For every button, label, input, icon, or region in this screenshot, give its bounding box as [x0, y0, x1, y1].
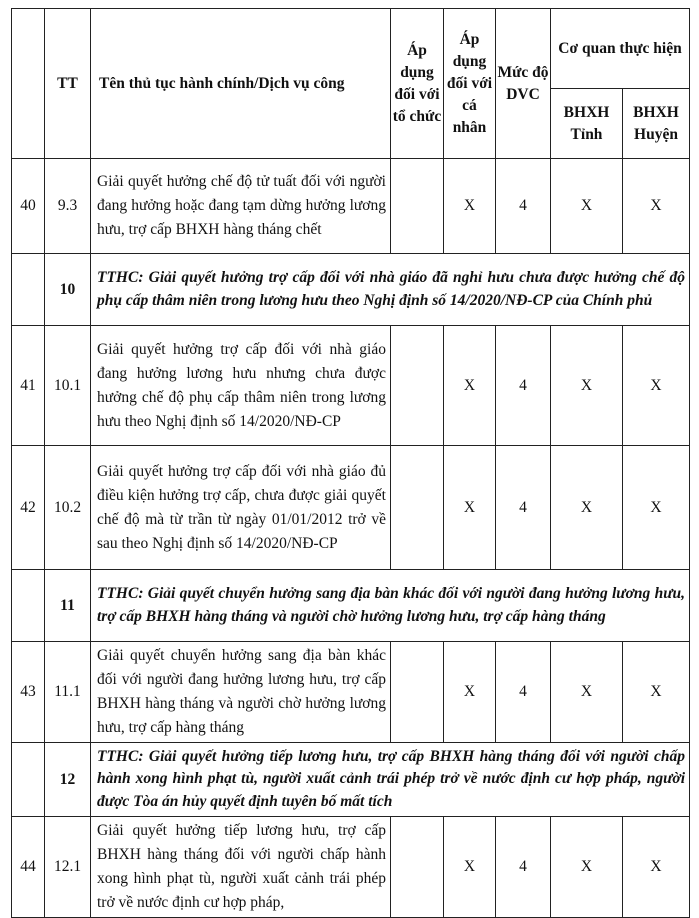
table-row	[12, 817, 690, 918]
header-name: Tên thủ tục hành chính/Dịch vụ công	[91, 9, 391, 159]
row-name: Giải quyết hưởng trợ cấp đối với nhà giáo đang hưởng lương hưu nhưng chưa được hưởng chế độ phụ cấp thâm niên trong lương hưu theo Nghị định số 14/2020/NĐ-CP	[91, 326, 391, 446]
row-district: X	[623, 446, 690, 570]
row-ind: X	[444, 159, 496, 254]
group-title: TTHC: Giải quyết hưởng tiếp lương hưu, trợ cấp BHXH hàng tháng đối với người chấp hành xong hình phạt tù, người xuất cảnh trái phép trở về nước định cư hợp pháp, người được Tòa án hủy quyết định tuyên bố mất tích	[91, 743, 690, 817]
row-tt: 10.1	[45, 326, 91, 446]
row-ind: X	[444, 326, 496, 446]
row-org	[391, 446, 444, 570]
row-province: X	[551, 159, 623, 254]
row-province: X	[551, 817, 623, 918]
row-tt: 12.1	[45, 817, 91, 918]
row-stt: 40	[12, 159, 45, 254]
row-stt: 43	[12, 642, 45, 743]
header-district: BHXH Huyện	[623, 89, 690, 159]
row-stt: 42	[12, 446, 45, 570]
row-dvc: 4	[496, 159, 551, 254]
row-district: X	[623, 642, 690, 743]
row-dvc: 4	[496, 326, 551, 446]
header-stt	[12, 9, 45, 159]
group-title: TTHC: Giải quyết chuyển hưởng sang địa bàn khác đối với người đang hưởng lương hưu, trợ cấp BHXH hàng tháng và người chờ hưởng lương hưu, trợ cấp hàng tháng	[91, 570, 690, 642]
row-dvc: 4	[496, 817, 551, 918]
row-org	[391, 817, 444, 918]
row-name: Giải quyết hưởng tiếp lương hưu, trợ cấp BHXH hàng tháng đối với người chấp hành xong hình phạt tù, người xuất cảnh trái phép trở về nước định cư hợp pháp,	[91, 817, 391, 918]
row-tt: 9.3	[45, 159, 91, 254]
group-stt	[12, 743, 45, 817]
group-row	[12, 570, 690, 642]
header-org: Áp dụng đối với tổ chức	[391, 9, 444, 159]
row-ind: X	[444, 446, 496, 570]
row-ind: X	[444, 642, 496, 743]
table-row	[12, 446, 690, 570]
row-tt: 10.2	[45, 446, 91, 570]
group-tt: 11	[45, 570, 91, 642]
row-dvc: 4	[496, 642, 551, 743]
row-stt: 44	[12, 817, 45, 918]
group-tt: 10	[45, 254, 91, 326]
table-row	[12, 159, 690, 254]
header-province: BHXH Tỉnh	[551, 89, 623, 159]
header-dvc: Mức độ DVC	[496, 9, 551, 159]
group-stt	[12, 570, 45, 642]
header-ind: Áp dụng đối với cá nhân	[444, 9, 496, 159]
row-district: X	[623, 159, 690, 254]
header-tt: TT	[45, 9, 91, 159]
row-name: Giải quyết hưởng trợ cấp đối với nhà giáo đủ điều kiện hưởng trợ cấp, chưa được giải quyết chế độ mà từ trần từ ngày 01/01/2012 trở về sau theo Nghị định số 14/2020/NĐ-CP	[91, 446, 391, 570]
row-district: X	[623, 326, 690, 446]
group-row	[12, 743, 690, 817]
group-tt: 12	[45, 743, 91, 817]
group-title: TTHC: Giải quyết hưởng trợ cấp đối với nhà giáo đã nghỉ hưu chưa được hưởng chế độ phụ cấp thâm niên trong lương hưu theo Nghị định số 14/2020/NĐ-CP của Chính phủ	[91, 254, 690, 326]
row-org	[391, 326, 444, 446]
row-org	[391, 159, 444, 254]
row-district: X	[623, 817, 690, 918]
group-stt	[12, 254, 45, 326]
row-name: Giải quyết chuyển hưởng sang địa bàn khác đối với người đang hưởng lương hưu, trợ cấp BHXH hàng tháng và người chờ hưởng lương hưu, trợ cấp hàng tháng	[91, 642, 391, 743]
row-province: X	[551, 642, 623, 743]
header-agency: Cơ quan thực hiện	[551, 9, 690, 89]
row-dvc: 4	[496, 446, 551, 570]
header-row	[12, 9, 690, 89]
row-org	[391, 642, 444, 743]
row-stt: 41	[12, 326, 45, 446]
row-name: Giải quyết hưởng chế độ tử tuất đối với người đang hưởng hoặc đang tạm dừng hưởng lương hưu, trợ cấp BHXH hàng tháng chết	[91, 159, 391, 254]
table-row	[12, 326, 690, 446]
procedure-table	[11, 8, 690, 918]
row-province: X	[551, 326, 623, 446]
group-row	[12, 254, 690, 326]
table-row	[12, 642, 690, 743]
row-ind: X	[444, 817, 496, 918]
row-tt: 11.1	[45, 642, 91, 743]
row-province: X	[551, 446, 623, 570]
